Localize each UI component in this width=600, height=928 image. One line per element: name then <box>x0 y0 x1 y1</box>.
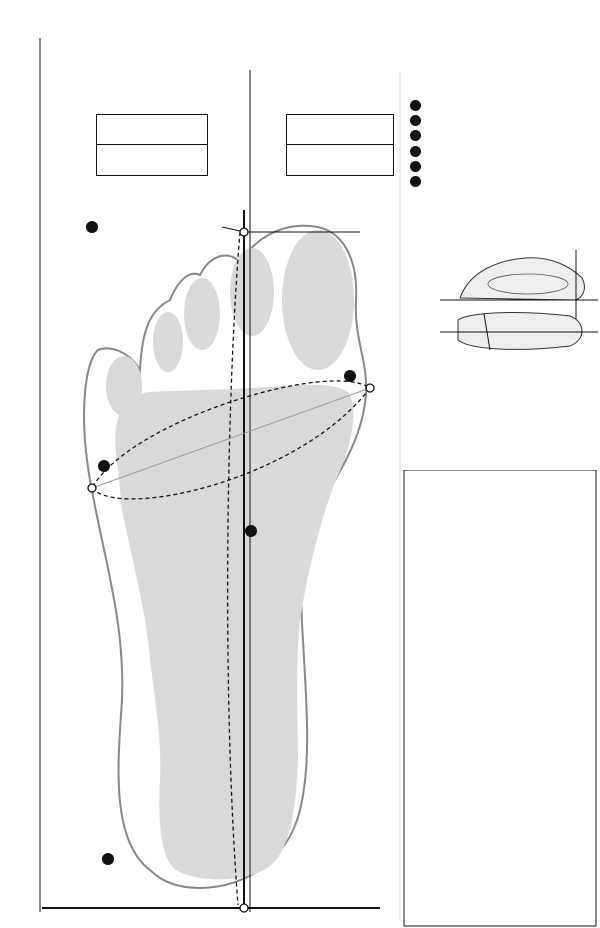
step3-annotation <box>86 221 240 233</box>
howto-step <box>410 146 598 161</box>
right-length-field[interactable] <box>287 115 393 145</box>
big-toe-point <box>366 384 374 392</box>
howto-steps <box>410 100 598 191</box>
heel-point <box>240 904 248 912</box>
howto-step <box>410 130 598 145</box>
howto-step <box>410 100 598 115</box>
footprint <box>84 226 366 888</box>
right-foot-box[interactable] <box>286 114 394 176</box>
howto-step <box>410 161 598 176</box>
step1-annotation <box>102 853 114 865</box>
left-foot-box[interactable] <box>96 114 208 176</box>
howto-step <box>410 115 598 130</box>
foot-side-figure <box>440 250 598 350</box>
toe-mark <box>240 228 248 236</box>
left-girth-field[interactable] <box>97 145 207 175</box>
howto-step <box>410 176 598 191</box>
size-chart <box>400 470 600 928</box>
left-length-field[interactable] <box>97 115 207 145</box>
little-toe-point <box>88 484 96 492</box>
right-girth-field[interactable] <box>287 145 393 175</box>
